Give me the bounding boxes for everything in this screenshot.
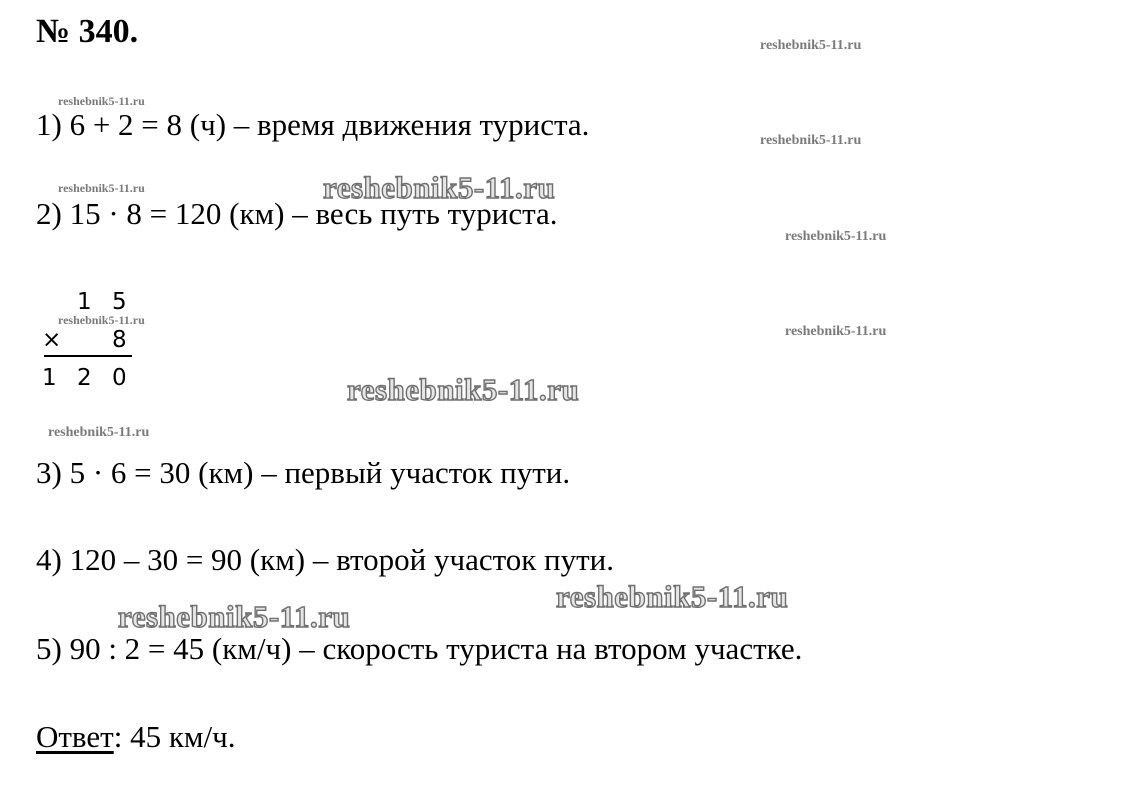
watermark: reshebnik5-11.ru: [48, 425, 150, 440]
watermark: reshebnik5-11.ru: [58, 181, 145, 195]
answer: [36, 718, 235, 756]
problem-number: № 340.: [36, 13, 139, 50]
calc-digit: 1: [42, 365, 57, 391]
watermark: reshebnik5-11.ru: [760, 133, 862, 148]
calc-digit: 8: [112, 327, 127, 353]
answer-value: 45 км/ч.: [122, 719, 236, 754]
watermark: reshebnik5-11.ru: [58, 94, 145, 108]
step-4: 4) 120 – 30 = 90 (км) – второй участок пути.: [36, 542, 615, 577]
calc-digit: 2: [77, 365, 92, 391]
calc-rule: [44, 355, 132, 357]
watermark-large: reshebnik5-11.ru: [556, 579, 789, 614]
calc-digit: 5: [112, 289, 127, 315]
watermark-large: reshebnik5-11.ru: [323, 170, 556, 205]
watermark-large: reshebnik5-11.ru: [347, 372, 580, 407]
step-1: 1) 6 + 2 = 8 (ч) – время движения туриста.: [36, 107, 590, 142]
watermark: reshebnik5-11.ru: [785, 324, 887, 339]
step-2: 2) 15 · 8 = 120 (км) – весь путь туриста.: [36, 196, 558, 231]
answer-label: Ответ: [36, 719, 114, 754]
watermark: reshebnik5-11.ru: [760, 38, 862, 53]
calc-digit: 1: [77, 289, 92, 315]
watermark: reshebnik5-11.ru: [785, 229, 887, 244]
step-5: 5) 90 : 2 = 45 (км/ч) – скорость туриста на втором участке.: [36, 631, 803, 666]
answer-colon: :: [113, 719, 123, 754]
calc-digit: 0: [112, 365, 127, 391]
watermark: reshebnik5-11.ru: [58, 313, 145, 327]
step-3: 3) 5 · 6 = 30 (км) – первый участок пути.: [36, 455, 571, 490]
watermark-large: reshebnik5-11.ru: [118, 599, 351, 634]
calc-operator: ×: [42, 327, 62, 353]
